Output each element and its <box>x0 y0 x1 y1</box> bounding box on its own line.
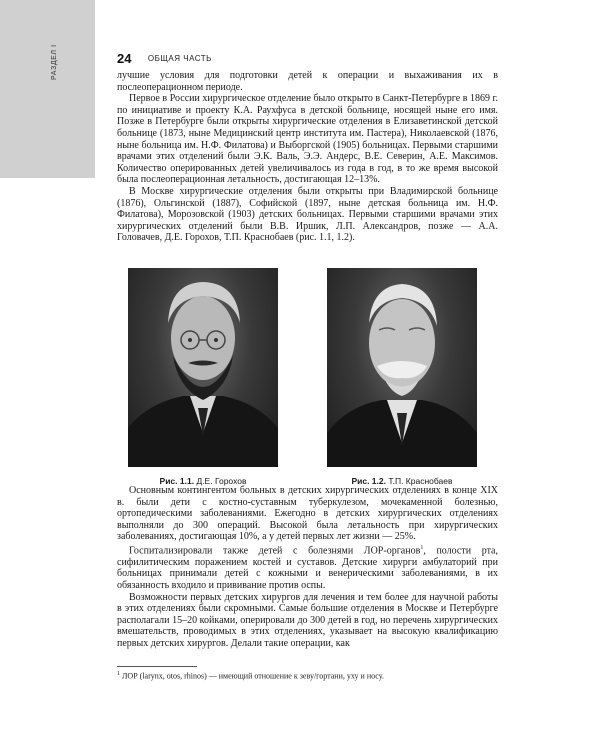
footnote-divider <box>117 666 197 667</box>
paragraph <box>117 543 498 592</box>
footnote <box>117 669 498 682</box>
top-text-block <box>117 70 498 244</box>
bottom-text-block <box>117 485 498 650</box>
paragraph: Первое в России хирургическое отделение было открыто в Санкт-Петербурге в 1869 г. по инициативе и проекту К.А. Раухфуса в детской больнице, носящей ныне его имя. Позже в Петербурге были открыты хирургические отделения в Елизаветинской детской больнице (1873, ныне Медицинский центр института им. Пастера), Николаевской (1876, ныне больница им. Н.Ф. Филатова) и Выборгской (1905) больницах. Первыми старшими врачами этих отделений были Э.К. Валь, Э.Э. Андерс, В.Е. Северин, А.Е. Максимов. Количество оперированных детей увеличивалось из года в год, в то же время высокой была послеоперационная летальность, достигающая 12–13%. <box>117 93 498 186</box>
figure-label: Рис. 1.2. <box>351 476 386 486</box>
section-side-tab <box>0 0 95 178</box>
figure-label: Рис. 1.1. <box>159 476 195 486</box>
figure-person-name: Д.Е. Горохов <box>196 476 247 486</box>
footnote-text: ЛОР (larynx, otos, rhinos) — имеющий отношение к зеву/гортани, уху и носу. <box>120 671 384 681</box>
figure-1 <box>128 268 278 486</box>
paragraph: Основным контингентом больных в детских хирургических отделениях в конце XIX в. были дети с костно-суставным туберкулезом, мочекаменной болезнью, ортопедическими заболеваниями. Ежегодно в детских хирургических отделениях выполняли до 300 операций. Высокой была летальность при хирургических заболеваниях, достигающая 10%, а у детей первых лет жизни — 25%. <box>117 485 498 543</box>
portrait-photo-gorokhov <box>128 268 278 467</box>
page-number: 24 <box>117 51 132 66</box>
running-section-title: ОБЩАЯ ЧАСТЬ <box>147 54 212 63</box>
figure-person-name: Т.П. Краснобаев <box>388 476 453 486</box>
footnote-reference: 1 <box>420 544 424 551</box>
page-header <box>117 50 497 66</box>
paragraph-part: Госпитализировали также детей с болезнями ЛОР-органов <box>129 545 421 557</box>
paragraph: Возможности первых детских хирургов для лечения и тем более для научной работы в этих отделениях были скромными. Самые большие отделения в Москве и Петербурге располагали 15–20 койками, оперировали до 300 детей в год, но перечень хирургических вмешательств, проводимых в этих отделениях, указывает на высокую квалификацию первых детских хирургов. Делали такие операции, как <box>117 591 498 650</box>
figure-2 <box>327 268 477 486</box>
paragraph: В Москве хирургические отделения были открыты при Владимирской больнице (1876), Ольгинской (1887), Софийской (1897, ныне детская больница им. Н.Ф. Филатова), Морозовской (1903) детских больницах. Первыми старшими врачами этих хирургических отделений были В.В. Иршик, Л.П. Александров, позже — А.А. Головачев, Д.Е. Горохов, Т.П. Краснобаев (рис. 1.1, 1.2). <box>117 185 498 244</box>
paragraph: лучшие условия для подготовки детей к операции и выхаживания их в послеоперационном периоде. <box>117 70 498 93</box>
portrait-photo-krasnobaev <box>327 268 477 467</box>
footnote-marker: 1 <box>117 671 120 677</box>
paragraph-part: , полости рта, сифилитическим поражением костей и суставов. Детские хирурги амбулаторий при больницах принимали детей с кожными и венерическими заболеваниями, в их обязанность входило и прививание против оспы. <box>117 545 498 592</box>
section-tab-label: РАЗДЕЛ I <box>51 44 58 80</box>
